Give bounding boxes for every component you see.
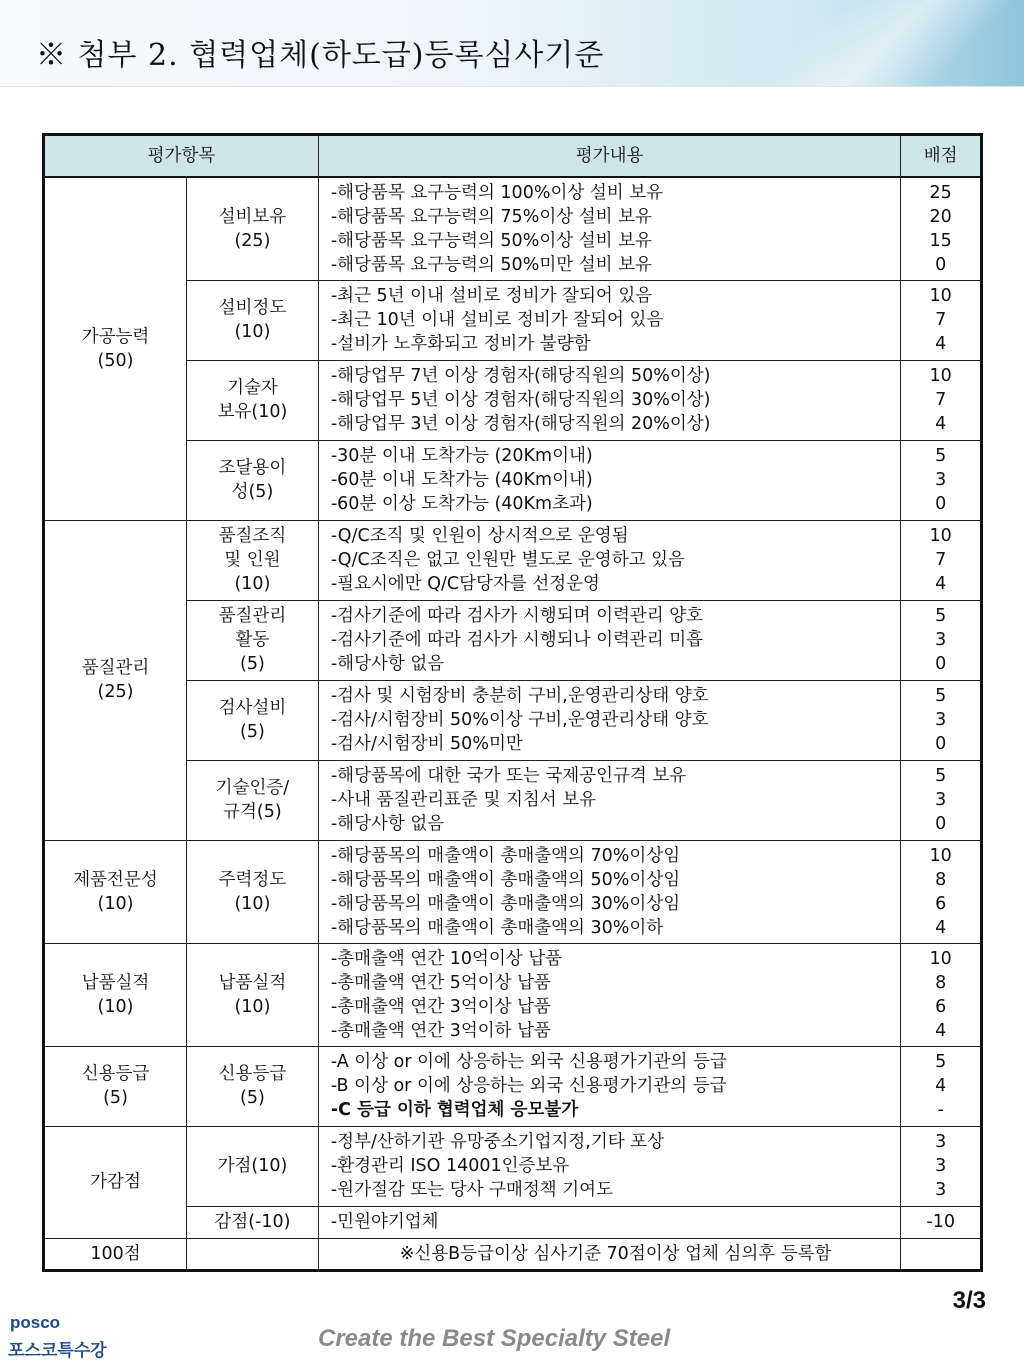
score-value: 10 (929, 948, 952, 969)
score-value: 5 (935, 606, 947, 626)
table-header-row (44, 135, 982, 178)
score-value: 4 (935, 334, 947, 354)
score-cell (901, 1206, 982, 1238)
score-value: 7 (935, 310, 947, 330)
content-line: -총매출액 연간 10억이상 납품 (330, 948, 563, 969)
content-cell (318, 360, 901, 440)
category-cell: 품질관리 (25) (44, 520, 187, 840)
content-line: -최근 5년 이내 설비로 정비가 잘되어 있음 (330, 286, 653, 306)
content-line: -B 이상 or 이에 상응하는 외국 신용평가기관의 등급 (330, 1076, 727, 1096)
score-value: 6 (935, 996, 947, 1017)
subcategory-cell: 기술인증/ 규격(5) (187, 760, 319, 840)
score-value: 7 (935, 550, 947, 570)
content-line: -총매출액 연간 3억이상 납품 (330, 996, 551, 1017)
content-line: -C 등급 이하 협력업체 응모불가 (330, 1100, 579, 1120)
content-line: -검사기준에 따라 검사가 시행되나 이력관리 미흡 (330, 630, 704, 650)
score-cell (901, 280, 982, 360)
table-row (44, 177, 982, 280)
content-line: -최근 10년 이내 설비로 정비가 잘되어 있음 (330, 310, 664, 330)
score-value: 7 (935, 390, 947, 410)
content-cell (318, 520, 901, 600)
table-row (44, 943, 982, 1046)
content-line: -해당품목 요구능력의 100%이상 설비 보유 (330, 182, 664, 203)
score-value: 3 (935, 630, 947, 650)
subcategory-cell: 감점(-10) (187, 1206, 319, 1238)
score-value: 3 (935, 1156, 947, 1176)
content-line: -해당품목 요구능력의 50%이상 설비 보유 (330, 230, 652, 251)
score-value: 15 (929, 230, 952, 251)
category-cell: 100점 (44, 1238, 187, 1270)
score-value: 5 (935, 1052, 947, 1072)
score-value: 0 (935, 494, 947, 514)
logo-text-korean: 포스코특수강 (8, 1341, 107, 1361)
score-value: 3 (935, 1132, 947, 1152)
subcategory-cell (187, 1238, 319, 1270)
logo-text: posco (10, 1313, 61, 1332)
content-cell (318, 177, 901, 280)
content-cell (318, 600, 901, 680)
content-line: -사내 품질관리표준 및 지침서 보유 (330, 790, 597, 810)
score-value: 10 (929, 526, 952, 546)
content-cell (318, 943, 901, 1046)
score-cell (901, 943, 982, 1046)
score-value: 6 (935, 893, 947, 914)
score-cell (901, 177, 982, 280)
table-row (44, 840, 982, 943)
content-line: -검사기준에 따라 검사가 시행되며 이력관리 양호 (330, 606, 704, 626)
score-value: 3 (935, 470, 947, 490)
content-line: -검사/시험장비 50%미만 (330, 734, 523, 754)
content-line: -민원야기업체 (330, 1212, 439, 1232)
content-line: -해당사항 없음 (330, 814, 445, 834)
score-value: 0 (935, 734, 947, 754)
content-line: -검사 및 시험장비 충분히 구비,운영관리상태 양호 (330, 686, 709, 706)
score-cell (901, 1046, 982, 1126)
subcategory-cell: 조달용이 성(5) (187, 440, 319, 520)
content-line: -60분 이상 도착가능 (40Km초과) (330, 494, 593, 514)
slogan: Create the Best Specialty Steel (318, 1325, 671, 1352)
table-row (44, 520, 982, 600)
content-line: -환경관리 ISO 14001인증보유 (330, 1156, 570, 1176)
subcategory-cell: 신용등급 (5) (187, 1046, 319, 1126)
score-value: 10 (929, 286, 952, 306)
content-line: -필요시에만 Q/C담당자를 선정운영 (330, 574, 600, 594)
score-value: 3 (935, 790, 947, 810)
subcategory-cell: 품질관리 활동 (5) (187, 600, 319, 680)
content-line: -해당업무 3년 이상 경험자(해당직원의 20%이상) (330, 414, 711, 434)
content-cell (318, 680, 901, 760)
score-cell (901, 840, 982, 943)
content-line: -총매출액 연간 3억이하 납품 (330, 1020, 551, 1041)
content-cell (318, 1238, 901, 1270)
score-cell (901, 680, 982, 760)
score-value: - (937, 1100, 944, 1120)
content-cell (318, 1046, 901, 1126)
score-cell (901, 360, 982, 440)
score-value: 5 (935, 766, 947, 786)
content-line: -Q/C조직 및 인원이 상시적으로 운영됨 (330, 526, 629, 546)
content-line: -A 이상 or 이에 상응하는 외국 신용평가기관의 등급 (330, 1052, 727, 1072)
header-content: 평가내용 (318, 135, 901, 178)
content-line: -설비가 노후화되고 정비가 불량함 (330, 334, 591, 354)
score-value: 10 (929, 845, 952, 866)
content-line: -해당품목에 대한 국가 또는 국제공인규격 보유 (330, 766, 687, 786)
score-cell (901, 1126, 982, 1206)
category-cell: 가감점 (44, 1126, 187, 1238)
score-value: 3 (935, 1180, 947, 1200)
score-cell (901, 760, 982, 840)
score-value: 4 (935, 574, 947, 594)
content-line: -총매출액 연간 5억이상 납품 (330, 972, 551, 993)
content-line: -해당업무 7년 이상 경험자(해당직원의 50%이상) (330, 366, 711, 386)
score-value: 3 (935, 710, 947, 730)
content-line: -Q/C조직은 없고 인원만 별도로 운영하고 있음 (330, 550, 685, 570)
table-row (44, 1238, 982, 1270)
content-cell (318, 760, 901, 840)
score-cell (901, 440, 982, 520)
score-value: 25 (929, 182, 952, 203)
subcategory-cell: 설비정도 (10) (187, 280, 319, 360)
subcategory-cell: 가점(10) (187, 1126, 319, 1206)
score-value: 4 (935, 414, 947, 434)
subcategory-cell: 주력정도 (10) (187, 840, 319, 943)
category-cell: 제품전문성 (10) (44, 840, 187, 943)
content-line: -해당품목 요구능력의 75%이상 설비 보유 (330, 206, 652, 227)
score-value: 10 (929, 366, 952, 386)
score-value: 0 (935, 254, 947, 275)
subcategory-cell: 납품실적 (10) (187, 943, 319, 1046)
content-cell (318, 1126, 901, 1206)
content-cell (318, 280, 901, 360)
category-cell: 가공능력 (50) (44, 177, 187, 520)
subcategory-cell: 설비보유 (25) (187, 177, 319, 280)
content-line: -원가절감 또는 당사 구매정책 기여도 (330, 1180, 613, 1200)
content-cell (318, 1206, 901, 1238)
table-row (44, 1046, 982, 1126)
content-line: -해당품목의 매출액이 총매출액의 70%이상임 (330, 845, 681, 866)
page-number: 3/3 (952, 1287, 986, 1314)
evaluation-criteria-table (42, 133, 983, 1272)
score-value: -10 (926, 1212, 955, 1232)
content-cell (318, 440, 901, 520)
content-line: ※신용B등급이상 심사기준 70점이상 업체 심의후 등록함 (399, 1243, 832, 1264)
subcategory-cell: 검사설비 (5) (187, 680, 319, 760)
header-item: 평가항목 (44, 135, 319, 178)
category-cell: 신용등급 (5) (44, 1046, 187, 1126)
header-decoration (724, 0, 1024, 87)
score-value: 8 (935, 869, 947, 890)
score-value: 0 (935, 814, 947, 834)
page-title: ※ 첨부 2. 협력업체(하도급)등록심사기준 (36, 38, 605, 73)
content-line: -정부/산하기관 유망중소기업지정,기타 포상 (330, 1132, 665, 1152)
score-cell (901, 1238, 982, 1270)
score-value: 20 (929, 206, 952, 227)
subcategory-cell: 기술자 보유(10) (187, 360, 319, 440)
score-cell (901, 520, 982, 600)
content-line: -30분 이내 도착가능 (20Km이내) (330, 446, 593, 466)
score-cell (901, 600, 982, 680)
content-line: -해당품목의 매출액이 총매출액의 50%이상임 (330, 869, 681, 890)
subcategory-cell: 품질조직 및 인원 (10) (187, 520, 319, 600)
score-value: 5 (935, 686, 947, 706)
content-line: -해당업무 5년 이상 경험자(해당직원의 30%이상) (330, 390, 711, 410)
score-value: 4 (935, 1020, 947, 1041)
content-line: -해당품목의 매출액이 총매출액의 30%이상임 (330, 893, 681, 914)
score-value: 0 (935, 654, 947, 674)
score-value: 4 (935, 1076, 947, 1096)
content-cell (318, 840, 901, 943)
score-value: 8 (935, 972, 947, 993)
content-line: -해당품목 요구능력의 50%미만 설비 보유 (330, 254, 652, 275)
header-score: 배점 (901, 135, 982, 178)
category-cell: 납품실적 (10) (44, 943, 187, 1046)
content-line: -검사/시험장비 50%이상 구비,운영관리상태 양호 (330, 710, 709, 730)
content-line: -해당품목의 매출액이 총매출액의 30%이하 (330, 917, 664, 938)
header-banner (0, 0, 1024, 87)
score-value: 4 (935, 917, 947, 938)
content-line: -60분 이내 도착가능 (40Km이내) (330, 470, 593, 490)
content-line: -해당사항 없음 (330, 654, 445, 674)
score-value: 5 (935, 446, 947, 466)
table-row (44, 1126, 982, 1206)
